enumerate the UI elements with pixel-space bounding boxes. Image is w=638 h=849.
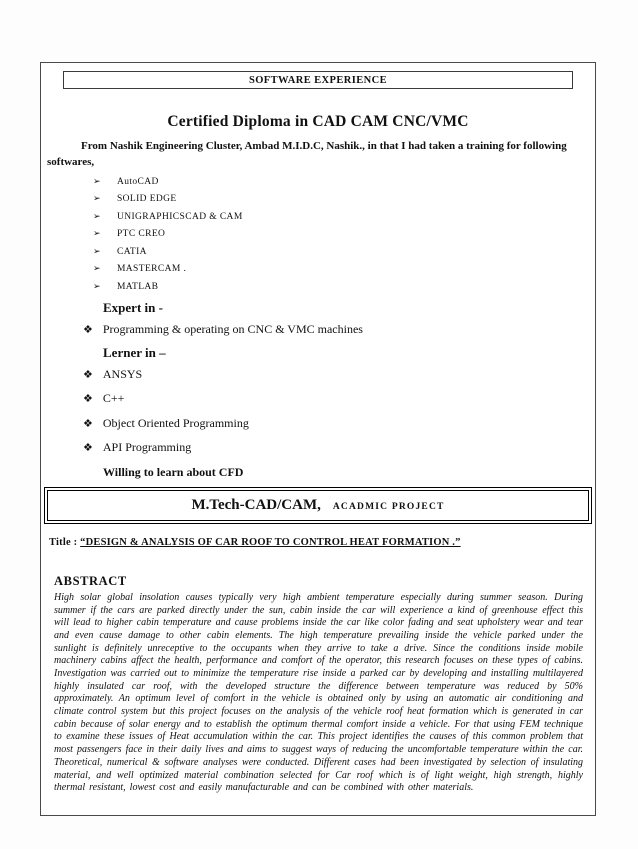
title-text: “DESIGN & ANALYSIS OF CAR ROOF TO CONTROL HEAT FORMATION .” xyxy=(80,536,461,548)
expert-item-text: Programming & operating on CNC & VMC machines xyxy=(102,321,363,336)
lerner-list-item xyxy=(83,416,595,431)
software-list-item xyxy=(93,247,595,257)
arrow-bullet-icon: ➢ xyxy=(93,228,101,239)
intro-paragraph: From Nashik Engineering Cluster, Ambad M.I.D.C, Nashik., in that I had taken a training for following softwares, xyxy=(47,140,567,168)
software-name: PTC CREO xyxy=(116,229,166,240)
expert-list-item xyxy=(83,322,595,337)
software-name: MATLAB xyxy=(116,281,159,292)
software-list-item xyxy=(93,229,595,239)
diamond-bullet-icon: ❖ xyxy=(83,417,93,430)
section-header-box xyxy=(63,71,573,89)
software-name: MASTERCAM . xyxy=(116,264,187,275)
diamond-bullet-icon: ❖ xyxy=(83,369,93,382)
lerner-item-text: C++ xyxy=(102,391,125,406)
software-list xyxy=(93,177,595,292)
lerner-item-text: Object Oriented Programming xyxy=(102,415,249,430)
arrow-bullet-icon: ➢ xyxy=(93,193,101,204)
software-name: UNIGRAPHICSCAD & CAM xyxy=(116,211,243,222)
section-header-label: SOFTWARE EXPERIENCE xyxy=(249,75,387,86)
software-name: CATIA xyxy=(116,246,147,257)
diamond-bullet-icon: ❖ xyxy=(83,323,93,336)
willing-to-learn-line: Willing to learn about CFD xyxy=(103,464,244,479)
abstract-heading: ABSTRACT xyxy=(54,573,127,588)
abstract-paragraph: High solar global insolation causes typically very high ambient temperature especially during summer season. During summer if the cars are parked directly under the sun, cabin inside the car will experience a kind of greenhouse effect this will lead to higher cabin temperature and cause problems inside the car like color fading and seat upholstery wear and tear and even cause damage to other cabin elements. The high temperature prevailing inside the vehicle parked under the sunlight is definitely unreceptive to the occupants when they arrive to take a drive. Since the conditions inside mobile machinery cabins affect the health, performance and comfort of the operator, this research focuses on these types of cabins. Investigation was carried out to minimize the temperature rise inside a parked car by developing and installing multilayered highly insulated car roof, with the developed structure the difference between temperature was reduced by 50% approximately. An optimum level of comfort in the vehicle is obtained only by using an automatic air conditioning and climate control system but this project focuses on the analysis of the vehicle roof heat formation which is generated in car cabin because of solar energy and to establish the optimum thermal comfort inside a vehicle. For that using FEM technique to examine these issues of Heat accumulation within the car. This project identifies the causes of this common problem that most passengers face in their daily lives and aims to suggest ways of reducing the uncomfortable temperature within the car. Theoretical, numerical & software analyses were conducted. Different cases had been investigated by selection of insulating material, and well optimized material combination selected for Car roof which is of light weight, high strength, highly thermal resistant, lowest cost and easily manufacturable and can be combined with other materials. xyxy=(54,591,583,794)
project-header-box xyxy=(47,490,589,521)
diploma-title: Certified Diploma in CAD CAM CNC/VMC xyxy=(167,113,469,130)
software-list-item xyxy=(93,212,595,222)
lerner-list-item xyxy=(83,440,595,455)
project-subtitle: ACADMIC PROJECT xyxy=(332,501,445,512)
lerner-heading: Lerner in – xyxy=(103,345,166,361)
lerner-list-item xyxy=(83,367,595,382)
lerner-list-item xyxy=(83,391,595,406)
software-list-item xyxy=(93,194,595,204)
arrow-bullet-icon: ➢ xyxy=(93,245,101,256)
title-label: Title : xyxy=(49,536,81,548)
project-title-line xyxy=(49,537,587,548)
diamond-bullet-icon: ❖ xyxy=(83,393,93,406)
project-title: M.Tech-CAD/CAM, xyxy=(191,496,321,513)
arrow-bullet-icon: ➢ xyxy=(93,175,101,186)
lerner-list xyxy=(83,367,595,455)
expert-heading: Expert in - xyxy=(103,299,163,315)
software-list-item xyxy=(93,282,595,292)
lerner-item-text: ANSYS xyxy=(102,367,143,382)
arrow-bullet-icon: ➢ xyxy=(93,210,101,221)
expert-list xyxy=(83,322,595,337)
software-list-item xyxy=(93,264,595,274)
lerner-item-text: API Programming xyxy=(102,439,192,454)
arrow-bullet-icon: ➢ xyxy=(93,280,101,291)
software-name: SOLID EDGE xyxy=(116,194,177,205)
document-page xyxy=(40,62,596,816)
diamond-bullet-icon: ❖ xyxy=(83,441,93,454)
software-list-item xyxy=(93,177,595,187)
software-name: AutoCAD xyxy=(116,176,159,187)
arrow-bullet-icon: ➢ xyxy=(93,263,101,274)
